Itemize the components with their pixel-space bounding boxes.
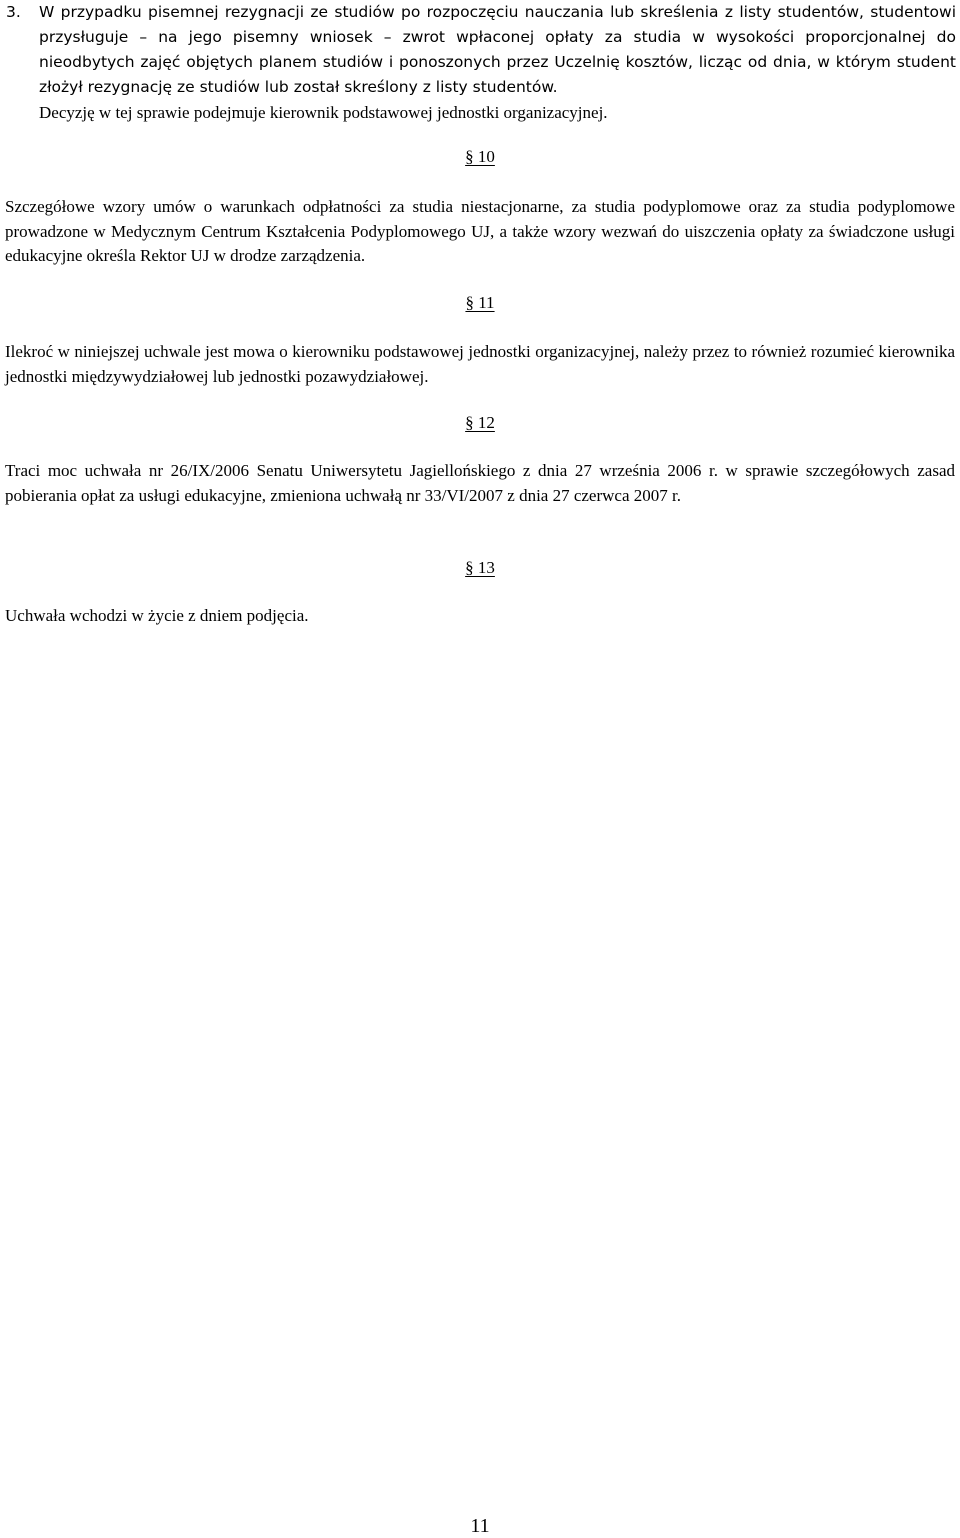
section-text-11: Ilekroć w niniejszej uchwale jest mowa o kierowniku podstawowej jednostki organizacyjnej, należy przez to również rozumieć kierownika jednostki międzywydziałowej lub jednostki pozawydziałowej. xyxy=(5,342,955,386)
section-heading-11 xyxy=(0,291,960,315)
list-item-text: W przypadku pisemnej rezygnacji ze studiów po rozpoczęciu nauczania lub skreślenia z listy studentów, studentowi przysługuje – na jego pisemny wniosek – zwrot wpłaconej opłaty za studia w wysokości proporcjonalnej do nieodbytych zajęć objętych planem studiów i ponoszonych przez Uczelnię kosztów, licząc od dnia, w którym student złożył rezygnację ze studiów lub został skreślony z listy studentów. xyxy=(39,3,956,96)
section-heading-13 xyxy=(0,556,960,580)
section-number: § 10 xyxy=(465,147,495,166)
list-item-number: 3. xyxy=(6,3,21,21)
section-heading-10 xyxy=(0,145,960,169)
section-heading-12 xyxy=(0,411,960,435)
section-text-10: Szczegółowe wzory umów o warunkach odpłatności za studia niestacjonarne, za studia podyplomowe oraz za studia podyplomowe prowadzone w Medycznym Centrum Kształcenia Podyplomowego UJ, a także wzory wezwań do uiszczenia opłaty za świadczone usługi edukacyjne określa Rektor UJ w drodze zarządzenia. xyxy=(5,197,955,265)
section-number: § 13 xyxy=(465,558,495,577)
page-number: 11 xyxy=(470,1515,490,1537)
list-item-3 xyxy=(6,0,956,125)
section-text-12: Traci moc uchwała nr 26/IX/2006 Senatu Uniwersytetu Jagiellońskiego z dnia 27 września 2006 r. w sprawie szczegółowych zasad pobierania opłat za usługi edukacyjne, zmieniona uchwałą nr 33/VI/2007 z dnia 27 czerwca 2007 r. xyxy=(5,461,955,505)
section-number: § 12 xyxy=(465,413,495,432)
list-item-continuation: Decyzję w tej sprawie podejmuje kierownik podstawowej jednostki organizacyjnej. xyxy=(39,103,608,122)
section-text-13: Uchwała wchodzi w życie z dniem podjęcia. xyxy=(5,606,309,625)
section-number: § 11 xyxy=(465,293,495,312)
